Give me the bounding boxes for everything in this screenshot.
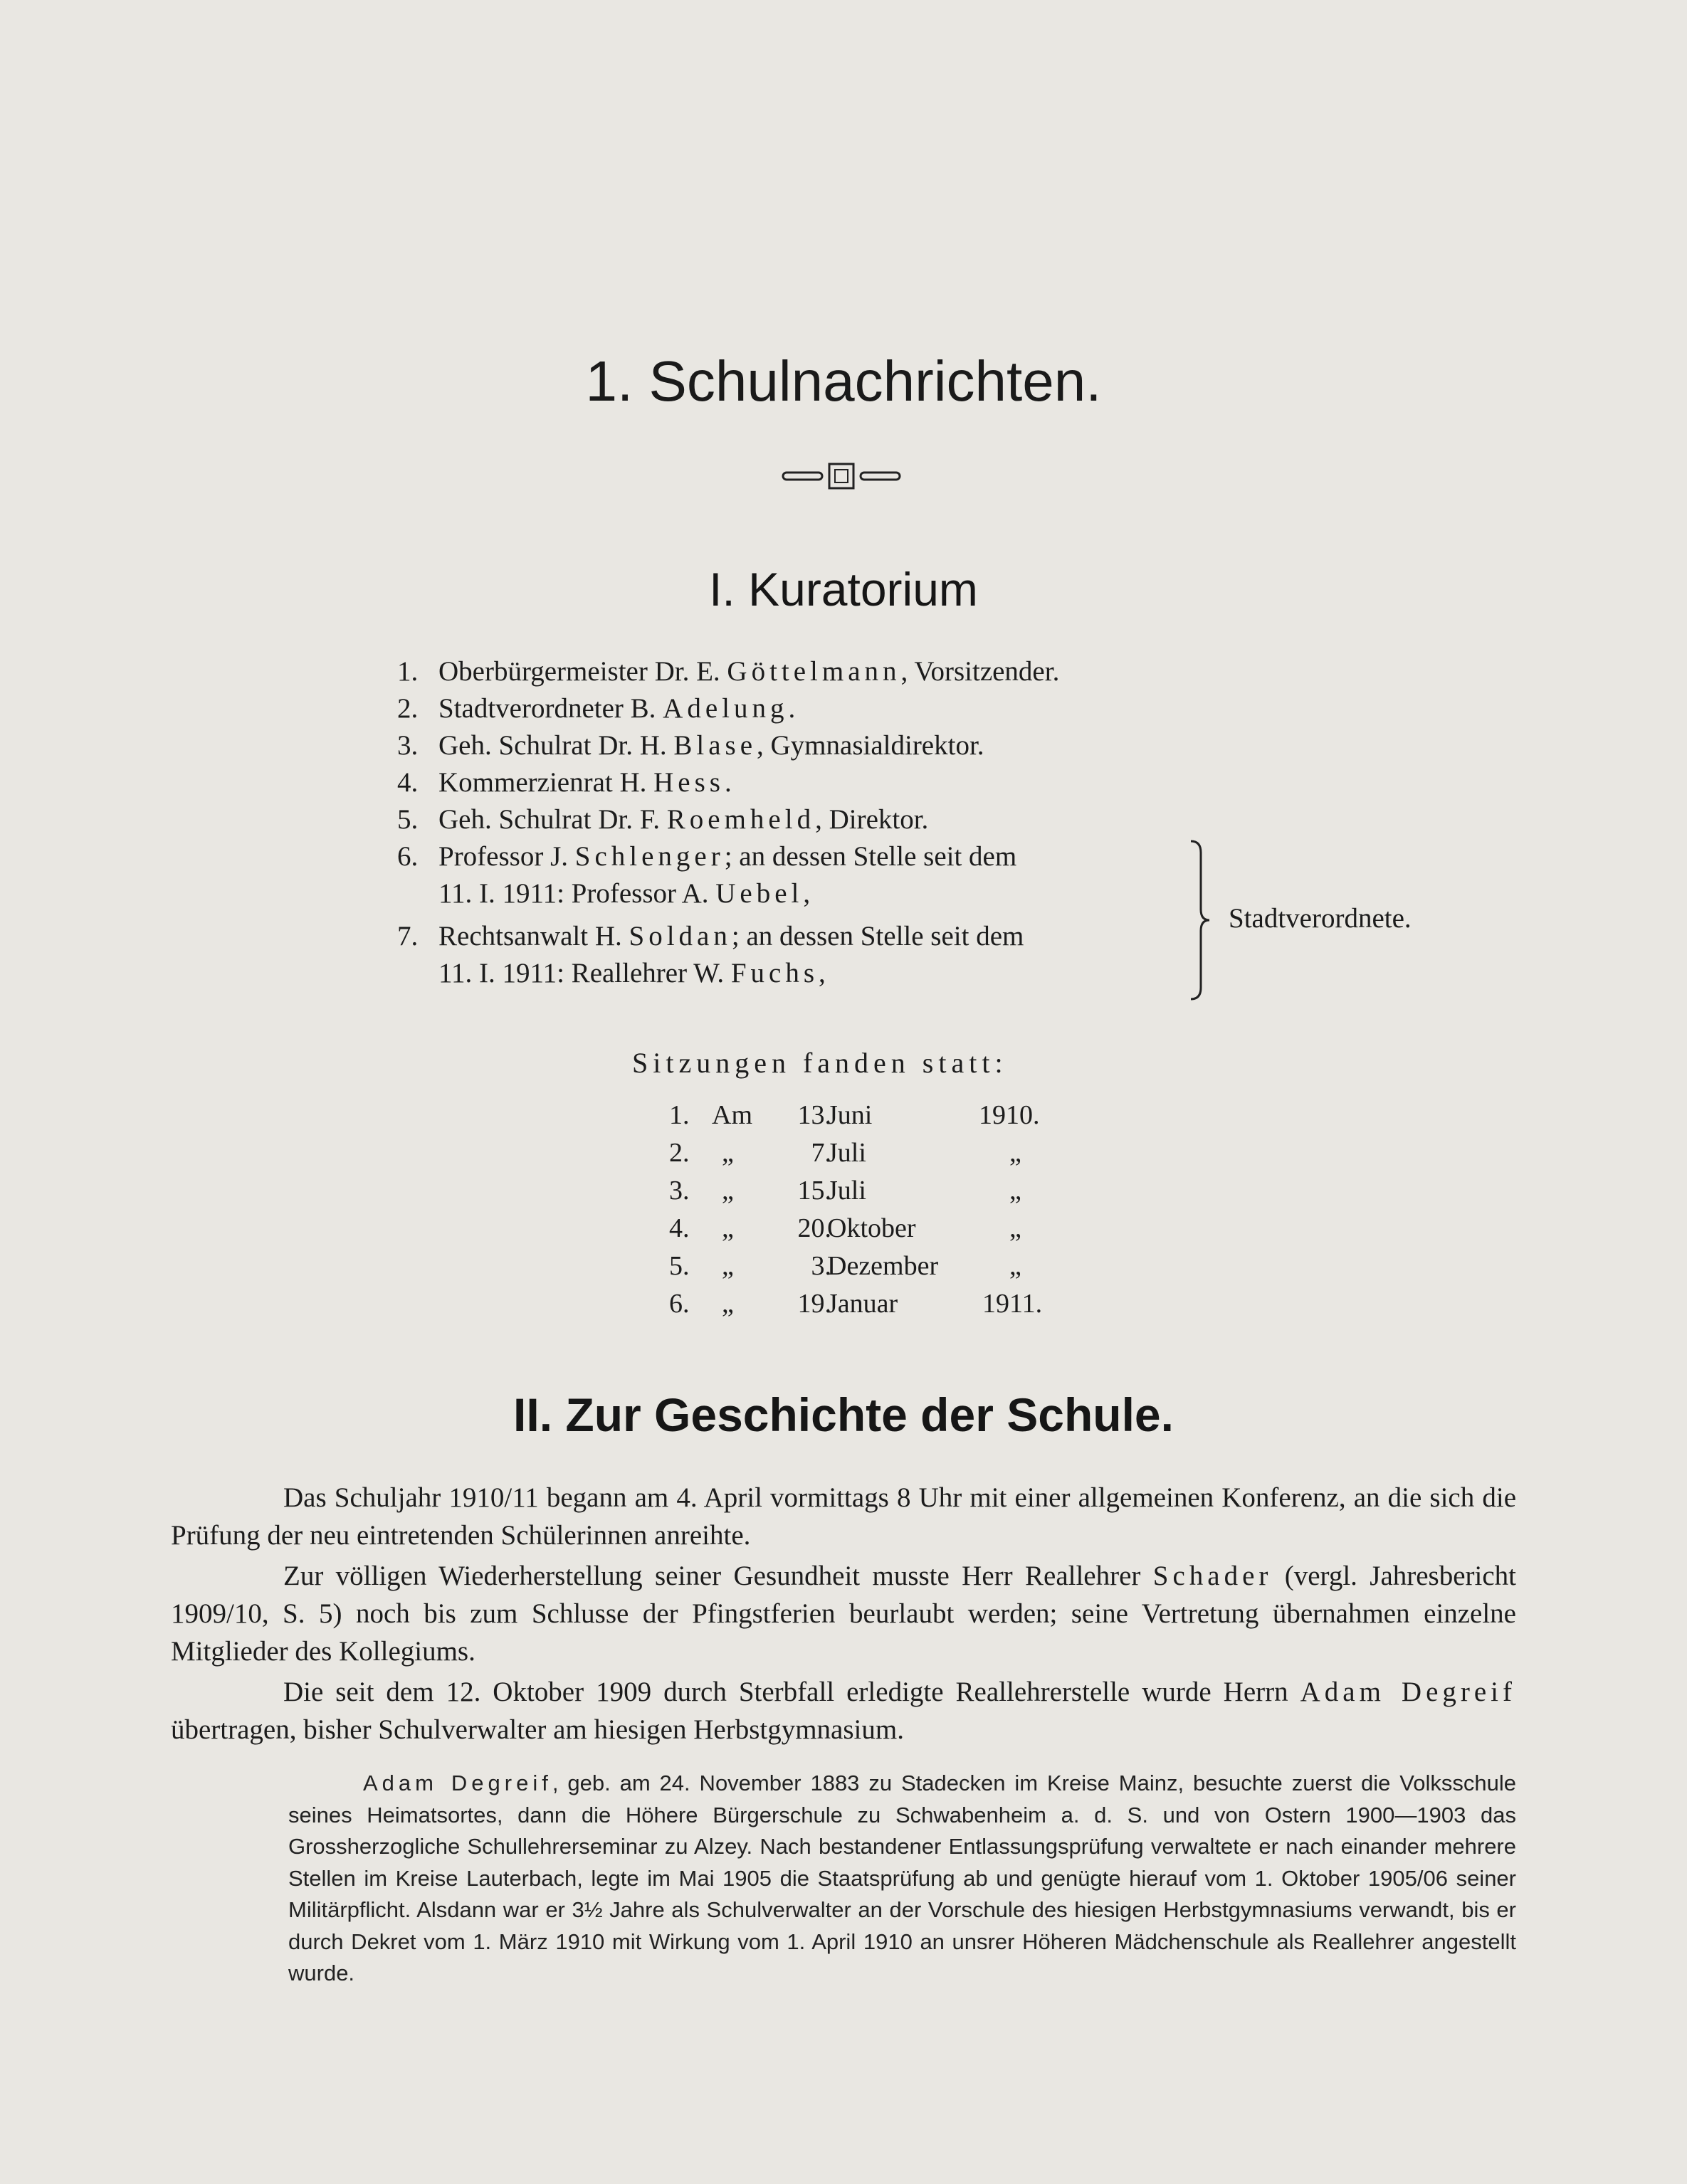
member-item: 1. Oberbürgermeister Dr. E. Göttelmann, Vorsitzender.: [397, 656, 1060, 687]
paragraph: Das Schuljahr 1910/11 begann am 4. April vormittags 8 Uhr mit einer allgemeinen Konferenz, an die sich die Prüfung der neu eintretenden Schülerinnen anreihte.: [171, 1482, 1516, 1551]
footnote: Adam Degreif, geb. am 24. November 1883 zu Stadecken im Kreise Mainz, besuchte zuerst die Volksschule seines Heimatsortes, dann die Höhere Bürgerschule zu Schwabenheim a. d. S. und von Ostern 1900—1903 das Grossherzogliche Schullehrerseminar zu Alzey. Nach bestandener Entlassungsprüfung verwaltete er nach einander mehrere Stellen im Kreise Lauterbach, legte im Mai 1905 die Staatsprüfung ab und genügte hierauf vom 1. Oktober 1905/06 seiner Militärpflicht. Alsdann war er 3½ Jahre als Schulverwalter an der Vorschule des hiesigen Herbstgymnasiums verwandt, bis er durch Dekret vom 1. März 1910 mit Wirkung vom 1. April 1910 an unsrer Höheren Mädchenschule als Reallehrer angestellt wurde.: [288, 1771, 1516, 1985]
member-item: 11. I. 1911: Professor A. Uebel,: [438, 878, 811, 909]
member-item: 2. Stadtverordneter B. Adelung.: [397, 693, 796, 724]
section-heading-geschichte: II. Zur Geschichte der Schule.: [513, 1388, 1174, 1441]
page-title: 1. Schulnachrichten.: [585, 349, 1102, 413]
paragraph: Zur völligen Wiederherstellung seiner Gesundheit musste Herr Reallehrer Schader (vergl. Jahresbericht 1909/10, S. 5) noch bis zum Schlusse der Pfingstferien beurlaubt werden; seine Vertretung übernahmen einzelne Mitglieder des Kollegiums.: [171, 1561, 1517, 1667]
member-item: 6. Professor J. Schlenger; an dessen Stelle seit dem: [397, 841, 1017, 872]
brace-label: Stadtverordnete.: [1229, 903, 1412, 934]
document-page: 1. Schulnachrichten. I. Kuratorium 1. Oberbürgermeister Dr. E. Göttelmann, Vorsitzender. 2. Stadtverordneter B. Adelung. 3. Geh. Schulrat Dr. H. Blase, Gymnasialdirektor. 4. Kommerzienrat H. Hess. 5. Geh. Schulrat Dr. F. Roemheld, Direktor. 6. Professor J. Schlenger; an dessen Stelle seit dem 11. I. 1911: Professor A. Uebel, 7. Rechtsanwalt H. Soldan; an dessen Stelle seit dem 11. I. 1911: Reallehrer W. Fuchs, Stadtverordnete. Sitzungen fanden statt: 1. Am 13. Juni 1910. 2. „ 7. Juli „ 3. „ 15. Juli „ 4. „ 20. Oktober „ 5. „ 3. Dezember „ 6. „ 19. Januar 1911. II. Zur Geschichte der Schule. Das Schuljahr 1910/11 begann am 4. April vormittags 8 Uhr mit einer allgemeinen Konferenz, an die sich die Prüfung der neu eintretenden Schülerinnen anreihte. Zur völligen Wiederherstellung seiner Gesundheit musste Herr Reallehrer Schader (vergl. Jahresbericht 1909/10, S. 5) noch bis zum Schlusse der Pfingstferien beurlaubt werden; seine Vertretung übernahmen einzelne Mitglieder des Kollegiums. Die seit dem 12. Oktober 1909 durch Sterbfall erledigte Reallehrerstelle wurde Herrn Adam Degreif übertragen, bisher Schulverwalter am hiesigen Herbstgymnasium. Adam Degreif, geb. am 24. November 1883 zu Stadecken im Kreise Mainz, besuchte zuerst die Volksschule seines Heimatsortes, dann die Höhere Bürgerschule zu Schwabenheim a. d. S. und von Ostern 1900—1903 das Grossherzogliche Schullehrerseminar zu Alzey. Nach bestandener Entlassungsprüfung verwaltete er nach einander mehrere Stellen im Kreise Lauterbach, legte im Mai 1905 die Staatsprüfung ab und genügte hierauf vom 1. Oktober 1905/06 seiner Militärpflicht. Alsdann war er 3½ Jahre als Schulverwalter an der Vorschule des hiesigen Herbstgymnasiums verwandt, bis er durch Dekret vom 1. März 1910 mit Wirkung vom 1. April 1910 an unsrer Höheren Mädchenschule als Reallehrer angestellt wurde.: [0, 0, 1687, 2184]
member-item: 4. Kommerzienrat H. Hess.: [397, 767, 732, 798]
body-text: [171, 1479, 1516, 1748]
sessions-heading: Sitzungen fanden statt:: [632, 1047, 1008, 1079]
section-heading-kuratorium: I. Kuratorium: [709, 563, 978, 616]
member-item: 11. I. 1911: Reallehrer W. Fuchs,: [438, 958, 826, 988]
member-item: 7. Rechtsanwalt H. Soldan; an dessen Stelle seit dem: [397, 921, 1024, 951]
paragraph: Die seit dem 12. Oktober 1909 durch Sterbfall erledigte Reallehrerstelle wurde Herrn Adam Degreif übertragen, bisher Schulverwalter am hiesigen Herbstgymnasium.: [171, 1677, 1516, 1745]
ornament-divider: [747, 455, 932, 498]
member-item: 3. Geh. Schulrat Dr. H. Blase, Gymnasialdirektor.: [397, 730, 984, 761]
member-item: 5. Geh. Schulrat Dr. F. Roemheld, Direktor.: [397, 804, 929, 835]
curly-brace: [1185, 838, 1214, 1002]
